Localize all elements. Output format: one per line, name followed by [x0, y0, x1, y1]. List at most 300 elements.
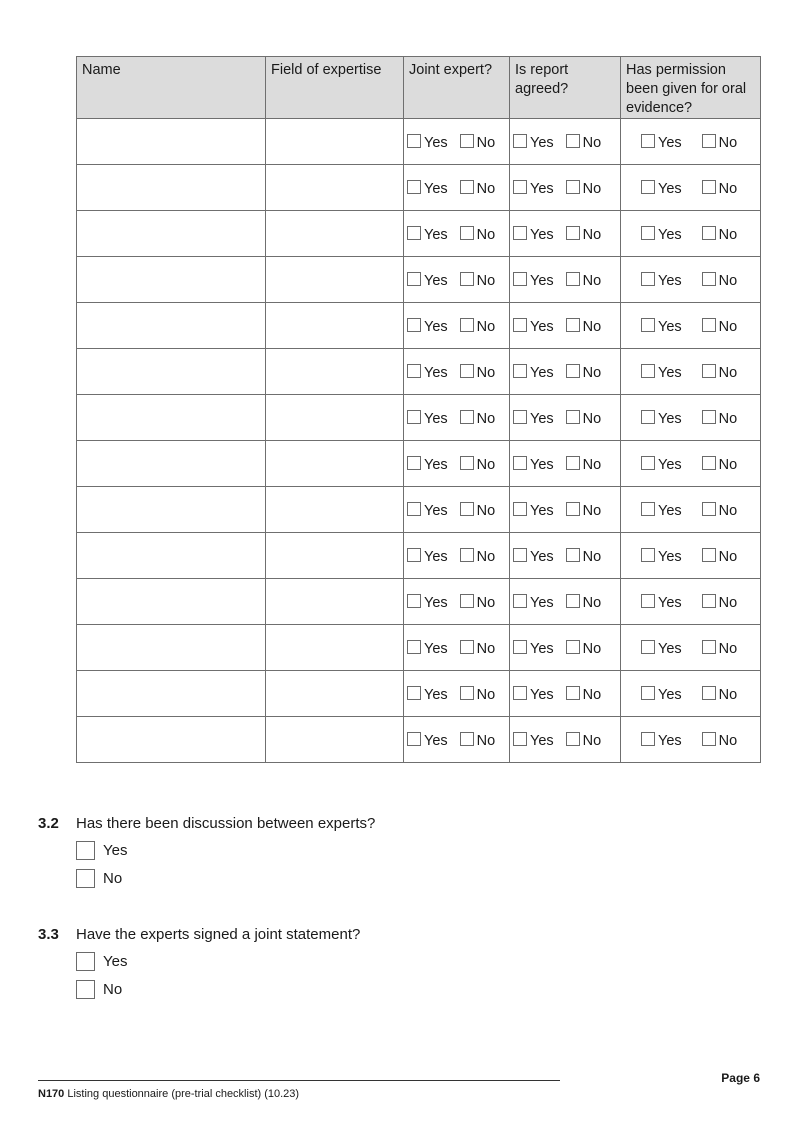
oral-evidence-yes-checkbox[interactable]: [641, 594, 655, 608]
joint-expert-no-checkbox[interactable]: [460, 548, 474, 562]
header-field-of-expertise: Field of expertise: [266, 57, 404, 119]
option-label: No: [582, 686, 602, 703]
oral-evidence-no-checkbox[interactable]: [702, 732, 716, 746]
joint-expert-yes-checkbox[interactable]: [407, 180, 421, 194]
expert-name-cell[interactable]: [77, 303, 266, 349]
report-agreed-no-option[interactable]: [566, 181, 602, 197]
oral-evidence-no-checkbox[interactable]: [702, 272, 716, 286]
joint-expert-yes-option[interactable]: [407, 411, 448, 427]
report-agreed-no-option[interactable]: [566, 227, 602, 243]
report-agreed-no-option[interactable]: [566, 503, 602, 519]
oral-evidence-yes-option[interactable]: [641, 273, 682, 289]
report-agreed-no-option[interactable]: [566, 733, 602, 749]
oral-evidence-yes-option[interactable]: [641, 641, 682, 657]
oral-evidence-yes-checkbox[interactable]: [641, 272, 655, 286]
option-label: Yes: [424, 410, 448, 427]
report-agreed-yes-checkbox[interactable]: [513, 226, 527, 240]
oral-evidence-no-option[interactable]: [702, 687, 738, 703]
joint-expert-yes-checkbox[interactable]: [407, 640, 421, 654]
oral-evidence-no-option[interactable]: [702, 273, 738, 289]
joint-expert-yes-option[interactable]: [407, 181, 448, 197]
report-agreed-no-checkbox[interactable]: [566, 226, 580, 240]
option-label: No: [582, 594, 602, 611]
option-label: No: [582, 410, 602, 427]
oral-evidence-yes-checkbox[interactable]: [641, 548, 655, 562]
joint-expert-no-option[interactable]: [460, 227, 496, 243]
oral-evidence-yes-option[interactable]: [641, 503, 682, 519]
joint-expert-yes-option[interactable]: [407, 549, 448, 565]
oral-evidence-cell: [621, 533, 761, 579]
joint-expert-no-checkbox[interactable]: [460, 732, 474, 746]
report-agreed-no-checkbox[interactable]: [566, 548, 580, 562]
option-label: No: [582, 180, 602, 197]
oral-evidence-no-option[interactable]: [702, 135, 738, 151]
joint-expert-no-option[interactable]: [460, 641, 496, 657]
oral-evidence-no-checkbox[interactable]: [702, 364, 716, 378]
option-label: Yes: [424, 732, 448, 749]
joint-expert-cell: [404, 165, 510, 211]
oral-evidence-yes-option[interactable]: [641, 549, 682, 565]
oral-evidence-yes-checkbox[interactable]: [641, 410, 655, 424]
expert-name-cell[interactable]: [77, 119, 266, 165]
joint-expert-no-checkbox[interactable]: [460, 502, 474, 516]
joint-expert-no-option[interactable]: [460, 733, 496, 749]
expert-name-cell[interactable]: [77, 257, 266, 303]
option-label: Yes: [424, 548, 448, 565]
expert-name-cell[interactable]: [77, 441, 266, 487]
joint-expert-no-option[interactable]: [460, 595, 496, 611]
table-row: [77, 671, 761, 717]
report-agreed-no-checkbox[interactable]: [566, 134, 580, 148]
expert-name-cell[interactable]: [77, 625, 266, 671]
joint-expert-yes-option[interactable]: [407, 227, 448, 243]
field-of-expertise-cell[interactable]: [266, 165, 404, 211]
field-of-expertise-cell[interactable]: [266, 395, 404, 441]
option-label: Yes: [424, 134, 448, 151]
option-label: No: [718, 226, 738, 243]
report-agreed-yes-checkbox[interactable]: [513, 410, 527, 424]
oral-evidence-no-option[interactable]: [702, 457, 738, 473]
report-agreed-no-option[interactable]: [566, 411, 602, 427]
report-agreed-yes-checkbox[interactable]: [513, 732, 527, 746]
question-number: 3.3: [38, 926, 59, 943]
oral-evidence-no-checkbox[interactable]: [702, 548, 716, 562]
option-label: Yes: [658, 134, 682, 151]
option-label: No: [718, 134, 738, 151]
oral-evidence-yes-checkbox[interactable]: [641, 180, 655, 194]
report-agreed-yes-option[interactable]: [513, 733, 554, 749]
joint-expert-no-option[interactable]: [460, 549, 496, 565]
field-of-expertise-cell[interactable]: [266, 579, 404, 625]
report-agreed-cell: [510, 303, 621, 349]
oral-evidence-yes-checkbox[interactable]: [641, 134, 655, 148]
report-agreed-no-option[interactable]: [566, 319, 602, 335]
oral-evidence-no-checkbox[interactable]: [702, 594, 716, 608]
joint-expert-no-option[interactable]: [460, 687, 496, 703]
discussion-yes-option[interactable]: [76, 841, 127, 860]
joint-expert-yes-checkbox[interactable]: [407, 594, 421, 608]
experts-table: [76, 56, 761, 763]
oral-evidence-cell: [621, 671, 761, 717]
joint-expert-yes-option[interactable]: [407, 319, 448, 335]
joint-expert-no-checkbox[interactable]: [460, 640, 474, 654]
oral-evidence-no-option[interactable]: [702, 319, 738, 335]
report-agreed-yes-checkbox[interactable]: [513, 134, 527, 148]
report-agreed-yes-option[interactable]: [513, 365, 554, 381]
joint-expert-no-checkbox[interactable]: [460, 456, 474, 470]
option-label: Yes: [530, 502, 554, 519]
option-label: Yes: [424, 226, 448, 243]
report-agreed-no-option[interactable]: [566, 457, 602, 473]
oral-evidence-cell: [621, 349, 761, 395]
report-agreed-no-checkbox[interactable]: [566, 594, 580, 608]
oral-evidence-yes-option[interactable]: [641, 319, 682, 335]
joint-expert-cell: [404, 303, 510, 349]
joint-statement-yes-checkbox[interactable]: [76, 952, 95, 971]
report-agreed-yes-option[interactable]: [513, 181, 554, 197]
report-agreed-no-checkbox[interactable]: [566, 502, 580, 516]
oral-evidence-no-checkbox[interactable]: [702, 502, 716, 516]
oral-evidence-no-option[interactable]: [702, 411, 738, 427]
option-label: Yes: [530, 410, 554, 427]
option-label: No: [582, 502, 602, 519]
oral-evidence-yes-option[interactable]: [641, 595, 682, 611]
joint-expert-no-option[interactable]: [460, 319, 496, 335]
joint-expert-yes-option[interactable]: [407, 365, 448, 381]
option-label: No: [476, 502, 496, 519]
option-label: Yes: [530, 180, 554, 197]
discussion-no-checkbox[interactable]: [76, 869, 95, 888]
report-agreed-no-option[interactable]: [566, 641, 602, 657]
report-agreed-yes-option[interactable]: [513, 319, 554, 335]
report-agreed-yes-checkbox[interactable]: [513, 456, 527, 470]
report-agreed-yes-option[interactable]: [513, 595, 554, 611]
option-label: No: [718, 410, 738, 427]
report-agreed-yes-option[interactable]: [513, 549, 554, 565]
option-label: Yes: [530, 364, 554, 381]
field-of-expertise-cell[interactable]: [266, 533, 404, 579]
option-label: No: [718, 686, 738, 703]
option-label: No: [476, 364, 496, 381]
oral-evidence-no-option[interactable]: [702, 733, 738, 749]
field-of-expertise-cell[interactable]: [266, 487, 404, 533]
option-label: Yes: [530, 640, 554, 657]
joint-expert-no-checkbox[interactable]: [460, 226, 474, 240]
report-agreed-cell: [510, 119, 621, 165]
option-label: Yes: [530, 272, 554, 289]
table-row: [77, 441, 761, 487]
table-row: [77, 487, 761, 533]
field-of-expertise-cell[interactable]: [266, 211, 404, 257]
oral-evidence-yes-option[interactable]: [641, 457, 682, 473]
report-agreed-yes-option[interactable]: [513, 457, 554, 473]
joint-expert-cell: [404, 119, 510, 165]
report-agreed-yes-checkbox[interactable]: [513, 272, 527, 286]
option-label: No: [476, 456, 496, 473]
oral-evidence-yes-checkbox[interactable]: [641, 226, 655, 240]
joint-expert-yes-checkbox[interactable]: [407, 272, 421, 286]
oral-evidence-no-option[interactable]: [702, 227, 738, 243]
report-agreed-yes-option[interactable]: [513, 135, 554, 151]
report-agreed-no-checkbox[interactable]: [566, 732, 580, 746]
joint-expert-cell: [404, 671, 510, 717]
option-label: No: [582, 364, 602, 381]
option-label: Yes: [658, 594, 682, 611]
report-agreed-cell: [510, 579, 621, 625]
oral-evidence-no-checkbox[interactable]: [702, 640, 716, 654]
field-of-expertise-cell[interactable]: [266, 717, 404, 763]
report-agreed-yes-checkbox[interactable]: [513, 364, 527, 378]
joint-statement-yes-option[interactable]: [76, 952, 127, 971]
report-agreed-no-option[interactable]: [566, 365, 602, 381]
joint-expert-no-checkbox[interactable]: [460, 180, 474, 194]
oral-evidence-no-option[interactable]: [702, 549, 738, 565]
option-label: No: [103, 870, 123, 887]
report-agreed-yes-checkbox[interactable]: [513, 318, 527, 332]
report-agreed-no-option[interactable]: [566, 687, 602, 703]
report-agreed-no-checkbox[interactable]: [566, 686, 580, 700]
joint-expert-yes-checkbox[interactable]: [407, 318, 421, 332]
joint-expert-no-option[interactable]: [460, 457, 496, 473]
oral-evidence-yes-option[interactable]: [641, 411, 682, 427]
report-agreed-yes-option[interactable]: [513, 687, 554, 703]
report-agreed-cell: [510, 625, 621, 671]
joint-expert-no-option[interactable]: [460, 273, 496, 289]
option-label: No: [582, 272, 602, 289]
joint-expert-yes-checkbox[interactable]: [407, 364, 421, 378]
report-agreed-cell: [510, 717, 621, 763]
field-of-expertise-cell[interactable]: [266, 441, 404, 487]
report-agreed-yes-option[interactable]: [513, 273, 554, 289]
option-label: Yes: [658, 180, 682, 197]
option-label: No: [476, 640, 496, 657]
report-agreed-no-option[interactable]: [566, 273, 602, 289]
option-label: Yes: [424, 318, 448, 335]
oral-evidence-no-checkbox[interactable]: [702, 318, 716, 332]
oral-evidence-cell: [621, 303, 761, 349]
option-label: Yes: [530, 134, 554, 151]
option-label: No: [476, 272, 496, 289]
joint-expert-cell: [404, 211, 510, 257]
header-oral-evidence-permission: Has permission been given for oral evidence?: [621, 57, 761, 119]
joint-expert-yes-option[interactable]: [407, 503, 448, 519]
report-agreed-cell: [510, 165, 621, 211]
option-label: Yes: [103, 953, 128, 970]
expert-name-cell[interactable]: [77, 579, 266, 625]
field-of-expertise-cell[interactable]: [266, 257, 404, 303]
joint-expert-no-option[interactable]: [460, 135, 496, 151]
discussion-no-option[interactable]: [76, 869, 122, 888]
oral-evidence-yes-checkbox[interactable]: [641, 456, 655, 470]
joint-expert-yes-option[interactable]: [407, 687, 448, 703]
table-header-row: [77, 57, 761, 119]
oral-evidence-cell: [621, 257, 761, 303]
table-row: [77, 579, 761, 625]
report-agreed-yes-checkbox[interactable]: [513, 502, 527, 516]
option-label: Yes: [424, 686, 448, 703]
oral-evidence-no-checkbox[interactable]: [702, 180, 716, 194]
report-agreed-no-checkbox[interactable]: [566, 318, 580, 332]
option-label: No: [718, 732, 738, 749]
table-row: [77, 533, 761, 579]
table-row: [77, 349, 761, 395]
joint-expert-no-option[interactable]: [460, 503, 496, 519]
report-agreed-cell: [510, 395, 621, 441]
joint-expert-yes-checkbox[interactable]: [407, 410, 421, 424]
report-agreed-yes-checkbox[interactable]: [513, 686, 527, 700]
header-name: Name: [77, 57, 266, 119]
joint-expert-no-option[interactable]: [460, 365, 496, 381]
joint-expert-yes-checkbox[interactable]: [407, 732, 421, 746]
oral-evidence-yes-checkbox[interactable]: [641, 502, 655, 516]
option-label: No: [476, 548, 496, 565]
expert-name-cell[interactable]: [77, 533, 266, 579]
report-agreed-no-option[interactable]: [566, 135, 602, 151]
report-agreed-no-option[interactable]: [566, 595, 602, 611]
report-agreed-yes-checkbox[interactable]: [513, 548, 527, 562]
discussion-yes-checkbox[interactable]: [76, 841, 95, 860]
report-agreed-no-option[interactable]: [566, 549, 602, 565]
oral-evidence-no-checkbox[interactable]: [702, 410, 716, 424]
report-agreed-yes-option[interactable]: [513, 227, 554, 243]
report-agreed-yes-checkbox[interactable]: [513, 640, 527, 654]
header-report-agreed: Is report agreed?: [510, 57, 621, 119]
option-label: No: [476, 134, 496, 151]
option-label: No: [476, 686, 496, 703]
option-label: Yes: [658, 226, 682, 243]
report-agreed-yes-option[interactable]: [513, 411, 554, 427]
joint-expert-yes-checkbox[interactable]: [407, 134, 421, 148]
field-of-expertise-cell[interactable]: [266, 303, 404, 349]
joint-expert-cell: [404, 395, 510, 441]
joint-expert-no-checkbox[interactable]: [460, 272, 474, 286]
report-agreed-yes-option[interactable]: [513, 641, 554, 657]
question-text: Have the experts signed a joint statement?: [76, 926, 361, 943]
joint-expert-yes-checkbox[interactable]: [407, 456, 421, 470]
joint-expert-no-option[interactable]: [460, 411, 496, 427]
oral-evidence-no-checkbox[interactable]: [702, 686, 716, 700]
expert-name-cell[interactable]: [77, 211, 266, 257]
oral-evidence-no-option[interactable]: [702, 503, 738, 519]
option-label: Yes: [424, 456, 448, 473]
joint-statement-no-checkbox[interactable]: [76, 980, 95, 999]
option-label: No: [718, 272, 738, 289]
expert-name-cell[interactable]: [77, 395, 266, 441]
option-label: Yes: [424, 502, 448, 519]
joint-expert-no-checkbox[interactable]: [460, 686, 474, 700]
option-label: No: [718, 594, 738, 611]
joint-expert-no-checkbox[interactable]: [460, 134, 474, 148]
joint-expert-cell: [404, 257, 510, 303]
option-label: No: [476, 226, 496, 243]
oral-evidence-yes-option[interactable]: [641, 687, 682, 703]
joint-expert-yes-checkbox[interactable]: [407, 686, 421, 700]
option-label: Yes: [530, 594, 554, 611]
report-agreed-yes-option[interactable]: [513, 503, 554, 519]
report-agreed-no-checkbox[interactable]: [566, 640, 580, 654]
oral-evidence-yes-option[interactable]: [641, 365, 682, 381]
oral-evidence-yes-option[interactable]: [641, 181, 682, 197]
oral-evidence-no-checkbox[interactable]: [702, 226, 716, 240]
report-agreed-no-checkbox[interactable]: [566, 180, 580, 194]
oral-evidence-yes-checkbox[interactable]: [641, 318, 655, 332]
option-label: Yes: [658, 640, 682, 657]
joint-expert-cell: [404, 717, 510, 763]
oral-evidence-cell: [621, 487, 761, 533]
option-label: Yes: [530, 686, 554, 703]
option-label: Yes: [424, 272, 448, 289]
oral-evidence-yes-checkbox[interactable]: [641, 686, 655, 700]
expert-name-cell[interactable]: [77, 487, 266, 533]
joint-expert-yes-option[interactable]: [407, 733, 448, 749]
option-label: No: [582, 456, 602, 473]
oral-evidence-yes-option[interactable]: [641, 227, 682, 243]
oral-evidence-no-option[interactable]: [702, 181, 738, 197]
report-agreed-no-checkbox[interactable]: [566, 410, 580, 424]
joint-expert-yes-option[interactable]: [407, 595, 448, 611]
joint-expert-no-checkbox[interactable]: [460, 364, 474, 378]
joint-expert-no-checkbox[interactable]: [460, 410, 474, 424]
joint-statement-no-option[interactable]: [76, 980, 122, 999]
option-label: No: [582, 732, 602, 749]
joint-expert-yes-option[interactable]: [407, 457, 448, 473]
joint-expert-yes-checkbox[interactable]: [407, 226, 421, 240]
report-agreed-cell: [510, 487, 621, 533]
field-of-expertise-cell[interactable]: [266, 349, 404, 395]
joint-expert-yes-checkbox[interactable]: [407, 548, 421, 562]
oral-evidence-cell: [621, 625, 761, 671]
joint-expert-cell: [404, 579, 510, 625]
option-label: No: [476, 180, 496, 197]
field-of-expertise-cell[interactable]: [266, 671, 404, 717]
option-label: No: [103, 981, 123, 998]
report-agreed-no-checkbox[interactable]: [566, 364, 580, 378]
report-agreed-no-checkbox[interactable]: [566, 456, 580, 470]
expert-name-cell[interactable]: [77, 165, 266, 211]
oral-evidence-yes-option[interactable]: [641, 733, 682, 749]
joint-expert-no-option[interactable]: [460, 181, 496, 197]
oral-evidence-yes-option[interactable]: [641, 135, 682, 151]
joint-expert-yes-option[interactable]: [407, 135, 448, 151]
table-row: [77, 257, 761, 303]
oral-evidence-no-checkbox[interactable]: [702, 456, 716, 470]
expert-name-cell[interactable]: [77, 349, 266, 395]
oral-evidence-no-option[interactable]: [702, 365, 738, 381]
report-agreed-no-checkbox[interactable]: [566, 272, 580, 286]
field-of-expertise-cell[interactable]: [266, 625, 404, 671]
expert-name-cell[interactable]: [77, 671, 266, 717]
joint-expert-no-checkbox[interactable]: [460, 318, 474, 332]
joint-expert-yes-option[interactable]: [407, 273, 448, 289]
joint-expert-yes-option[interactable]: [407, 641, 448, 657]
oral-evidence-no-checkbox[interactable]: [702, 134, 716, 148]
expert-name-cell[interactable]: [77, 717, 266, 763]
field-of-expertise-cell[interactable]: [266, 119, 404, 165]
option-label: Yes: [658, 548, 682, 565]
option-label: Yes: [658, 364, 682, 381]
report-agreed-yes-checkbox[interactable]: [513, 594, 527, 608]
oral-evidence-yes-checkbox[interactable]: [641, 732, 655, 746]
oral-evidence-no-option[interactable]: [702, 595, 738, 611]
oral-evidence-yes-checkbox[interactable]: [641, 364, 655, 378]
report-agreed-cell: [510, 211, 621, 257]
oral-evidence-no-option[interactable]: [702, 641, 738, 657]
option-label: Yes: [530, 732, 554, 749]
report-agreed-yes-checkbox[interactable]: [513, 180, 527, 194]
joint-expert-yes-checkbox[interactable]: [407, 502, 421, 516]
joint-expert-no-checkbox[interactable]: [460, 594, 474, 608]
oral-evidence-yes-checkbox[interactable]: [641, 640, 655, 654]
